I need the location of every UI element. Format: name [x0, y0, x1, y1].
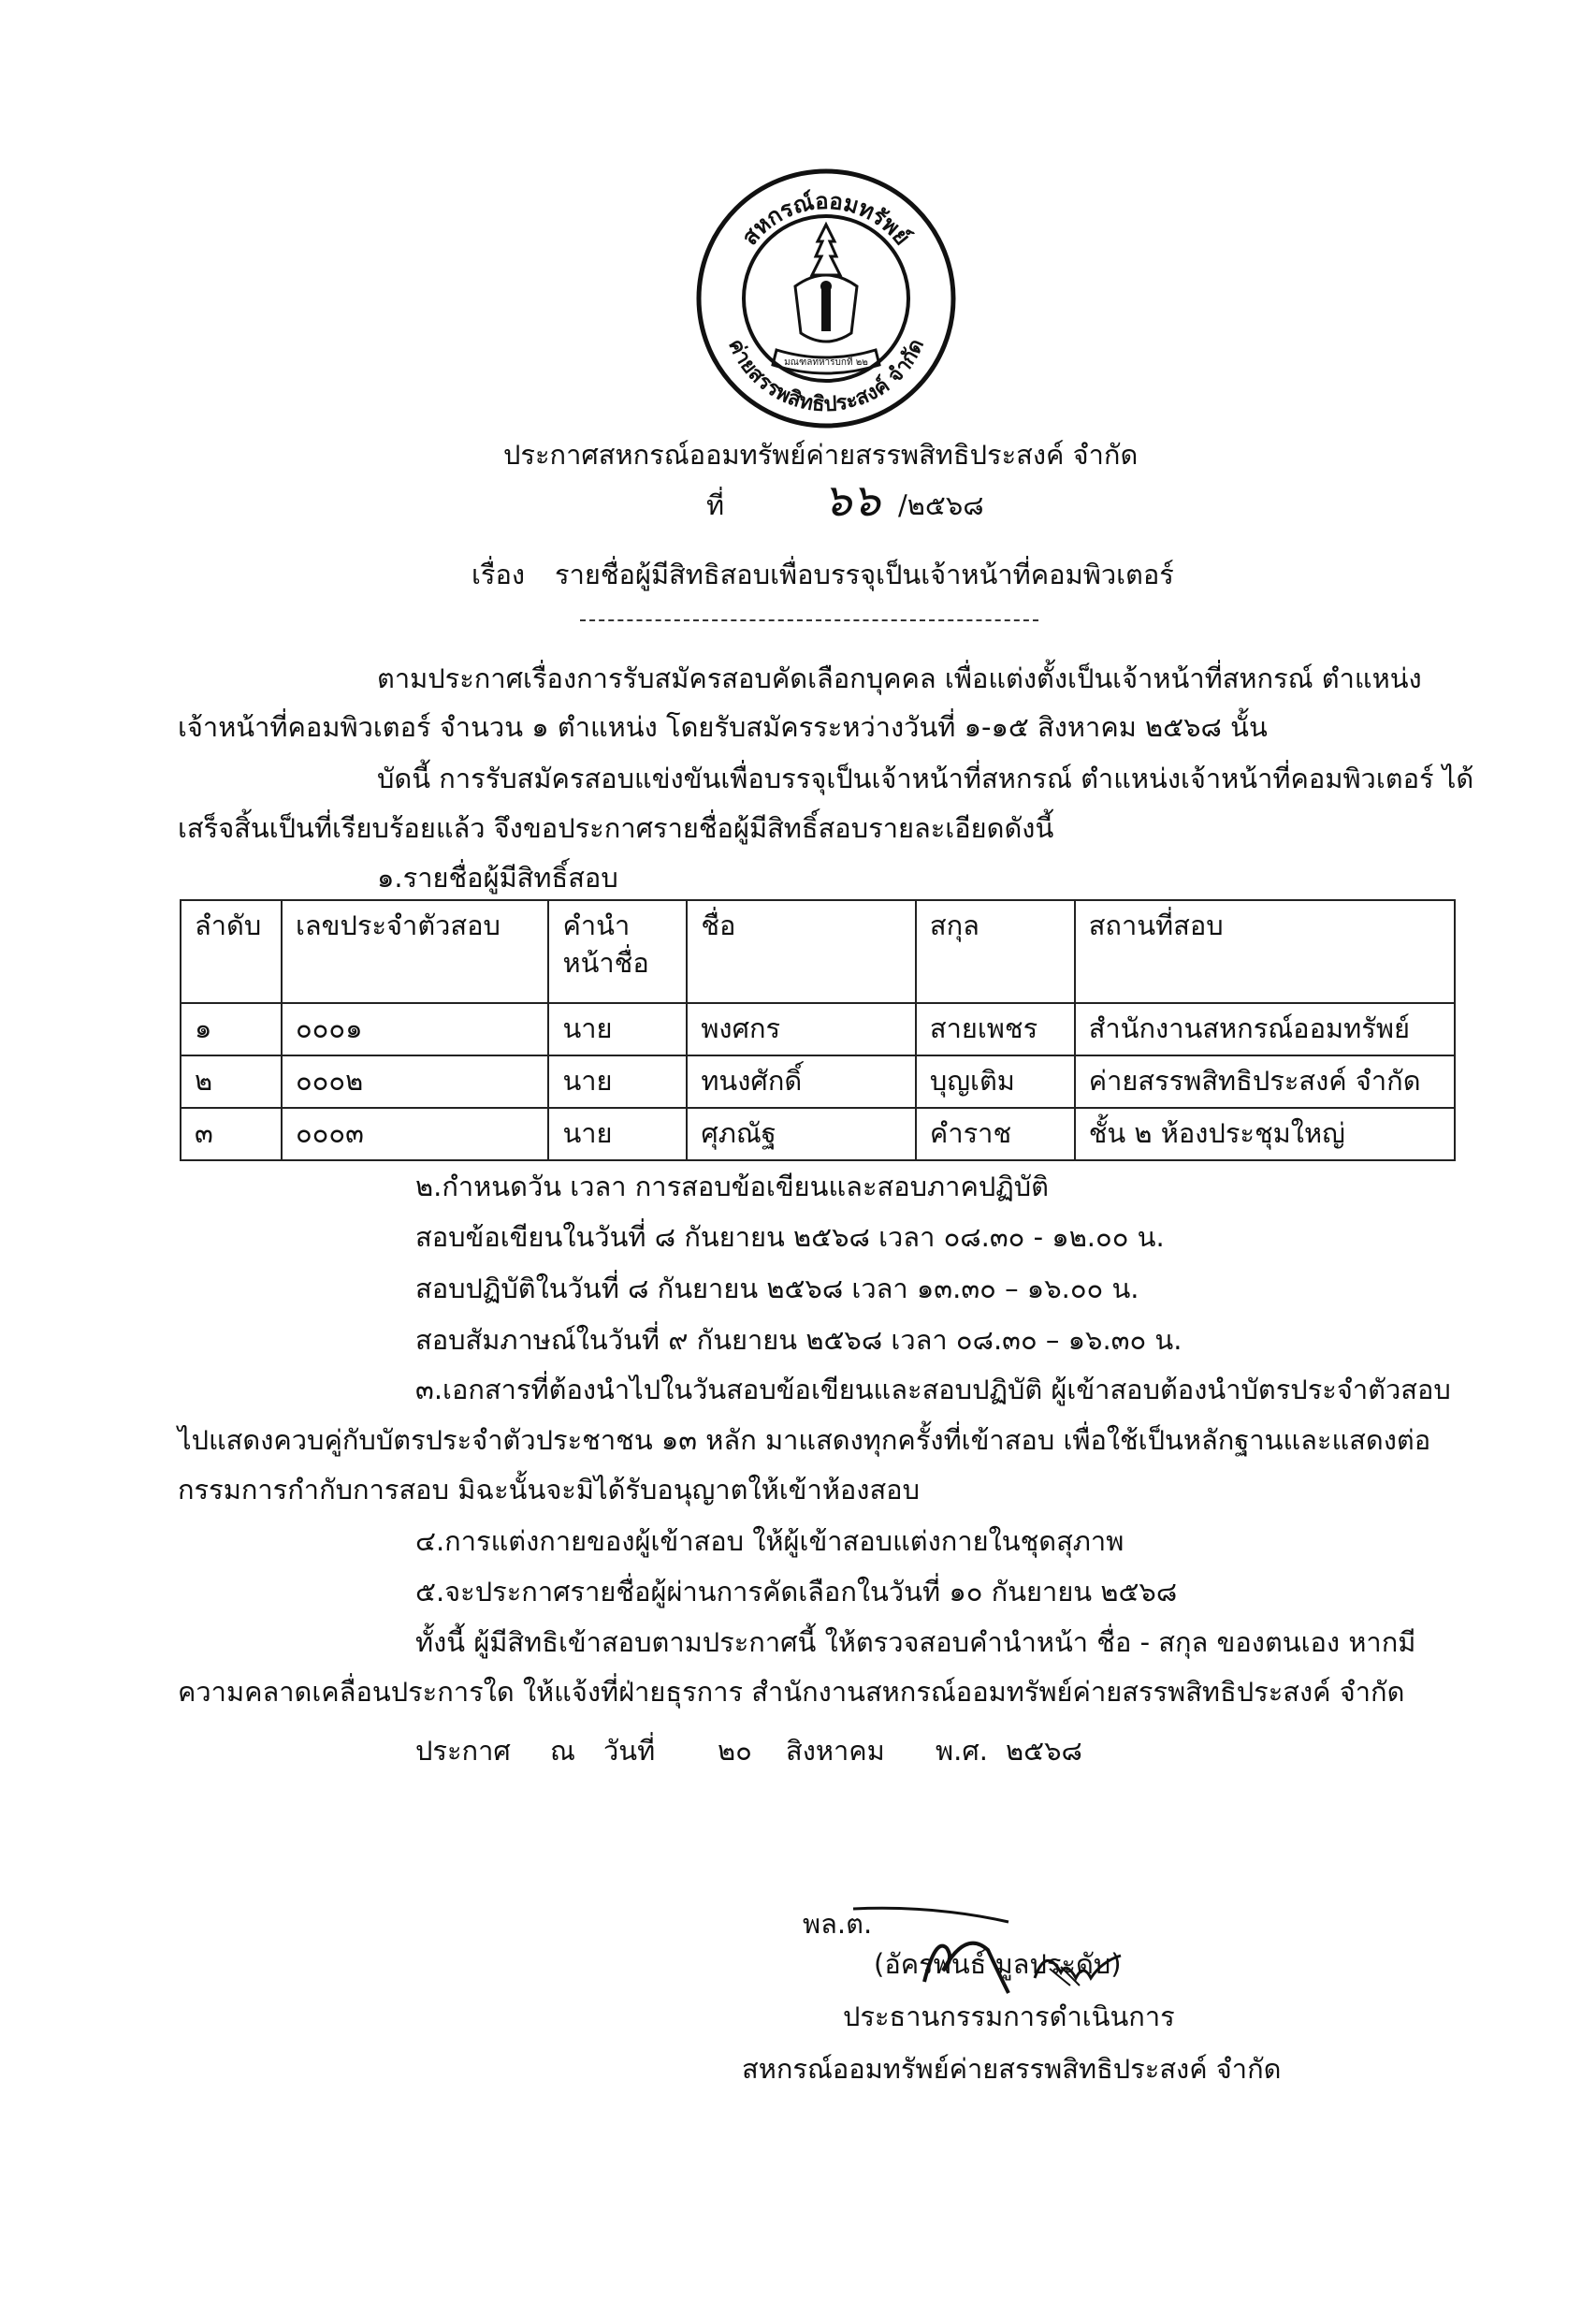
announcement-number-prefix: ที่ — [706, 489, 725, 521]
schedule-interview: สอบสัมภาษณ์ในวันที่ ๙ กันยายน ๒๕๖๘ เวลา ๐๘.๓๐ – ๑๖.๓๐ น. — [415, 1324, 1182, 1356]
table-row — [181, 1055, 1455, 1108]
cell-exam-id: ๐๐๐๑ — [282, 1003, 548, 1055]
cell-surname: บุญเติม — [916, 1055, 1075, 1108]
schedule-heading: ๒.กำหนดวัน เวลา การสอบข้อเขียนและสอบภาคปฏิบัติ — [415, 1171, 1049, 1202]
cell-prefix: นาย — [548, 1108, 687, 1160]
header-prefix — [548, 900, 687, 1003]
seal-top-text: สหกรณ์ออมทรัพย์ — [736, 187, 916, 251]
header-venue: สถานที่สอบ — [1075, 900, 1455, 1003]
dress-code: ๔.การแต่งกายของผู้เข้าสอบ ให้ผู้เข้าสอบแต่งกายในชุดสุภาพ — [415, 1525, 1124, 1557]
paragraph-1-line-2: เจ้าหน้าที่คอมพิวเตอร์ จำนวน ๑ ตำแหน่ง โดยรับสมัครระหว่างวันที่ ๑-๑๕ สิงหาคม ๒๕๖๘ นั้น — [178, 711, 1268, 743]
documents-line-2: ไปแสดงควบคู่กับบัตรประจำตัวประชาชน ๑๓ หลัก มาแสดงทุกครั้งที่เข้าสอบ เพื่อใช้เป็นหลักฐานและแสดงต่อ — [178, 1424, 1431, 1456]
cell-prefix: นาย — [548, 1055, 687, 1108]
documents-line-1: ๓.เอกสารที่ต้องนำไปในวันสอบข้อเขียนและสอบปฏิบัติ ผู้เข้าสอบต้องนำบัตรประจำตัวสอบ — [415, 1374, 1451, 1405]
header-surname: สกุล — [916, 900, 1075, 1003]
candidate-table — [180, 899, 1456, 1161]
dateline-announce: ประกาศ — [415, 1735, 511, 1767]
section-1-heading: ๑.รายชื่อผู้มีสิทธิ์สอบ — [377, 862, 618, 894]
header-exam-id: เลขประจำตัวสอบ — [282, 900, 548, 1003]
dateline-year: ๒๕๖๘ — [1006, 1735, 1082, 1767]
header-prefix-line-2: หน้าชื่อ — [562, 947, 649, 979]
documents-line-3: กรรมการกำกับการสอบ มิฉะนั้นจะมิได้รับอนุญาตให้เข้าห้องสอบ — [178, 1474, 920, 1506]
cell-exam-id: ๐๐๐๒ — [282, 1055, 548, 1108]
signer-organization: สหกรณ์ออมทรัพย์ค่ายสรรพสิทธิประสงค์ จำกัด — [742, 2053, 1282, 2085]
cell-venue: ชั้น ๒ ห้องประชุมใหญ่ — [1075, 1108, 1455, 1160]
svg-text:สหกรณ์ออมทรัพย์ — [736, 188, 915, 251]
cell-order: ๒ — [181, 1055, 282, 1108]
dateline-era: พ.ศ. — [936, 1735, 988, 1767]
cell-prefix: นาย — [548, 1003, 687, 1055]
subject-label: เรื่อง — [472, 559, 526, 590]
cell-order: ๓ — [181, 1108, 282, 1160]
paragraph-1-line-1: ตามประกาศเรื่องการรับสมัครสอบคัดเลือกบุคคล เพื่อแต่งตั้งเป็นเจ้าหน้าที่สหกรณ์ ตำแหน่ง — [377, 662, 1422, 694]
header-prefix-line-1: คำนำ — [562, 909, 631, 941]
schedule-written: สอบข้อเขียนในวันที่ ๘ กันยายน ๒๕๖๘ เวลา ๐๘.๓๐ - ๑๒.๐๐ น. — [415, 1221, 1165, 1253]
dateline-month: สิงหาคม — [786, 1735, 885, 1767]
closing-line-1: ทั้งนี้ ผู้มีสิทธิเข้าสอบตามประกาศนี้ ให้ตรวจสอบคำนำหน้า ชื่อ - สกุล ของตนเอง หากมี — [415, 1626, 1416, 1658]
dateline-day-label: วันที่ — [603, 1735, 656, 1767]
paragraph-2-line-2: เสร็จสิ้นเป็นที่เรียบร้อยแล้ว จึงขอประกาศรายชื่อผู้มีสิทธิ์สอบรายละเอียดดังนี้ — [178, 812, 1054, 844]
cell-venue: สำนักงานสหกรณ์ออมทรัพย์ — [1075, 1003, 1455, 1055]
header-order: ลำดับ — [181, 900, 282, 1003]
cooperative-seal-logo — [694, 167, 958, 430]
closing-line-2: ความคลาดเคลื่อนประการใด ให้แจ้งที่ฝ่ายธุรการ สำนักงานสหกรณ์ออมทรัพย์ค่ายสรรพสิทธิประสงค์ จำกัด — [178, 1676, 1405, 1708]
paragraph-2-line-1: บัดนี้ การรับสมัครสอบแข่งขันเพื่อบรรจุเป็นเจ้าหน้าที่สหกรณ์ ตำแหน่งเจ้าหน้าที่คอมพิวเตอร์ ได้ — [377, 763, 1474, 794]
cell-surname: คำราช — [916, 1108, 1075, 1160]
cell-name: ศุภณัฐ — [687, 1108, 916, 1160]
result-announcement: ๕.จะประกาศรายชื่อผู้ผ่านการคัดเลือกในวันที่ ๑๐ กันยายน ๒๕๖๘ — [415, 1576, 1178, 1608]
signer-rank: พล.ต. — [803, 1908, 873, 1940]
announcement-title: ประกาศสหกรณ์ออมทรัพย์ค่ายสรรพสิทธิประสงค์ จำกัด — [503, 439, 1139, 471]
cell-order: ๑ — [181, 1003, 282, 1055]
table-row — [181, 1003, 1455, 1055]
cell-exam-id: ๐๐๐๓ — [282, 1108, 548, 1160]
seal-bottom-text: ค่ายสรรพสิทธิประสงค์ จำกัด — [723, 335, 929, 417]
cell-venue: ค่ายสรรพสิทธิประสงค์ จำกัด — [1075, 1055, 1455, 1108]
cell-surname: สายเพชร — [916, 1003, 1075, 1055]
table-header-row — [181, 900, 1455, 1003]
seal-ribbon-text: มณฑลทหารบกที่ ๒๒ — [784, 357, 868, 368]
cell-name: ทนงศักดิ์ — [687, 1055, 916, 1108]
dashed-divider — [580, 619, 1038, 621]
dateline-at: ณ — [550, 1735, 575, 1767]
signer-position: ประธานกรรมการดำเนินการ — [843, 2001, 1175, 2032]
table-row — [181, 1108, 1455, 1160]
signer-name: (อัครพนธ์ มูลประดับ) — [874, 1948, 1122, 1980]
dateline-day: ๒๐ — [718, 1735, 752, 1767]
announcement-number-suffix: /๒๕๖๘ — [898, 489, 984, 521]
subject-text: รายชื่อผู้มีสิทธิสอบเพื่อบรรจุเป็นเจ้าหน้าที่คอมพิวเตอร์ — [555, 559, 1174, 590]
header-name: ชื่อ — [687, 900, 916, 1003]
cell-name: พงศกร — [687, 1003, 916, 1055]
schedule-practical: สอบปฏิบัติในวันที่ ๘ กันยายน ๒๕๖๘ เวลา ๑๓.๓๐ – ๑๖.๐๐ น. — [415, 1273, 1139, 1304]
handwritten-number: ๖๖ — [823, 474, 880, 527]
